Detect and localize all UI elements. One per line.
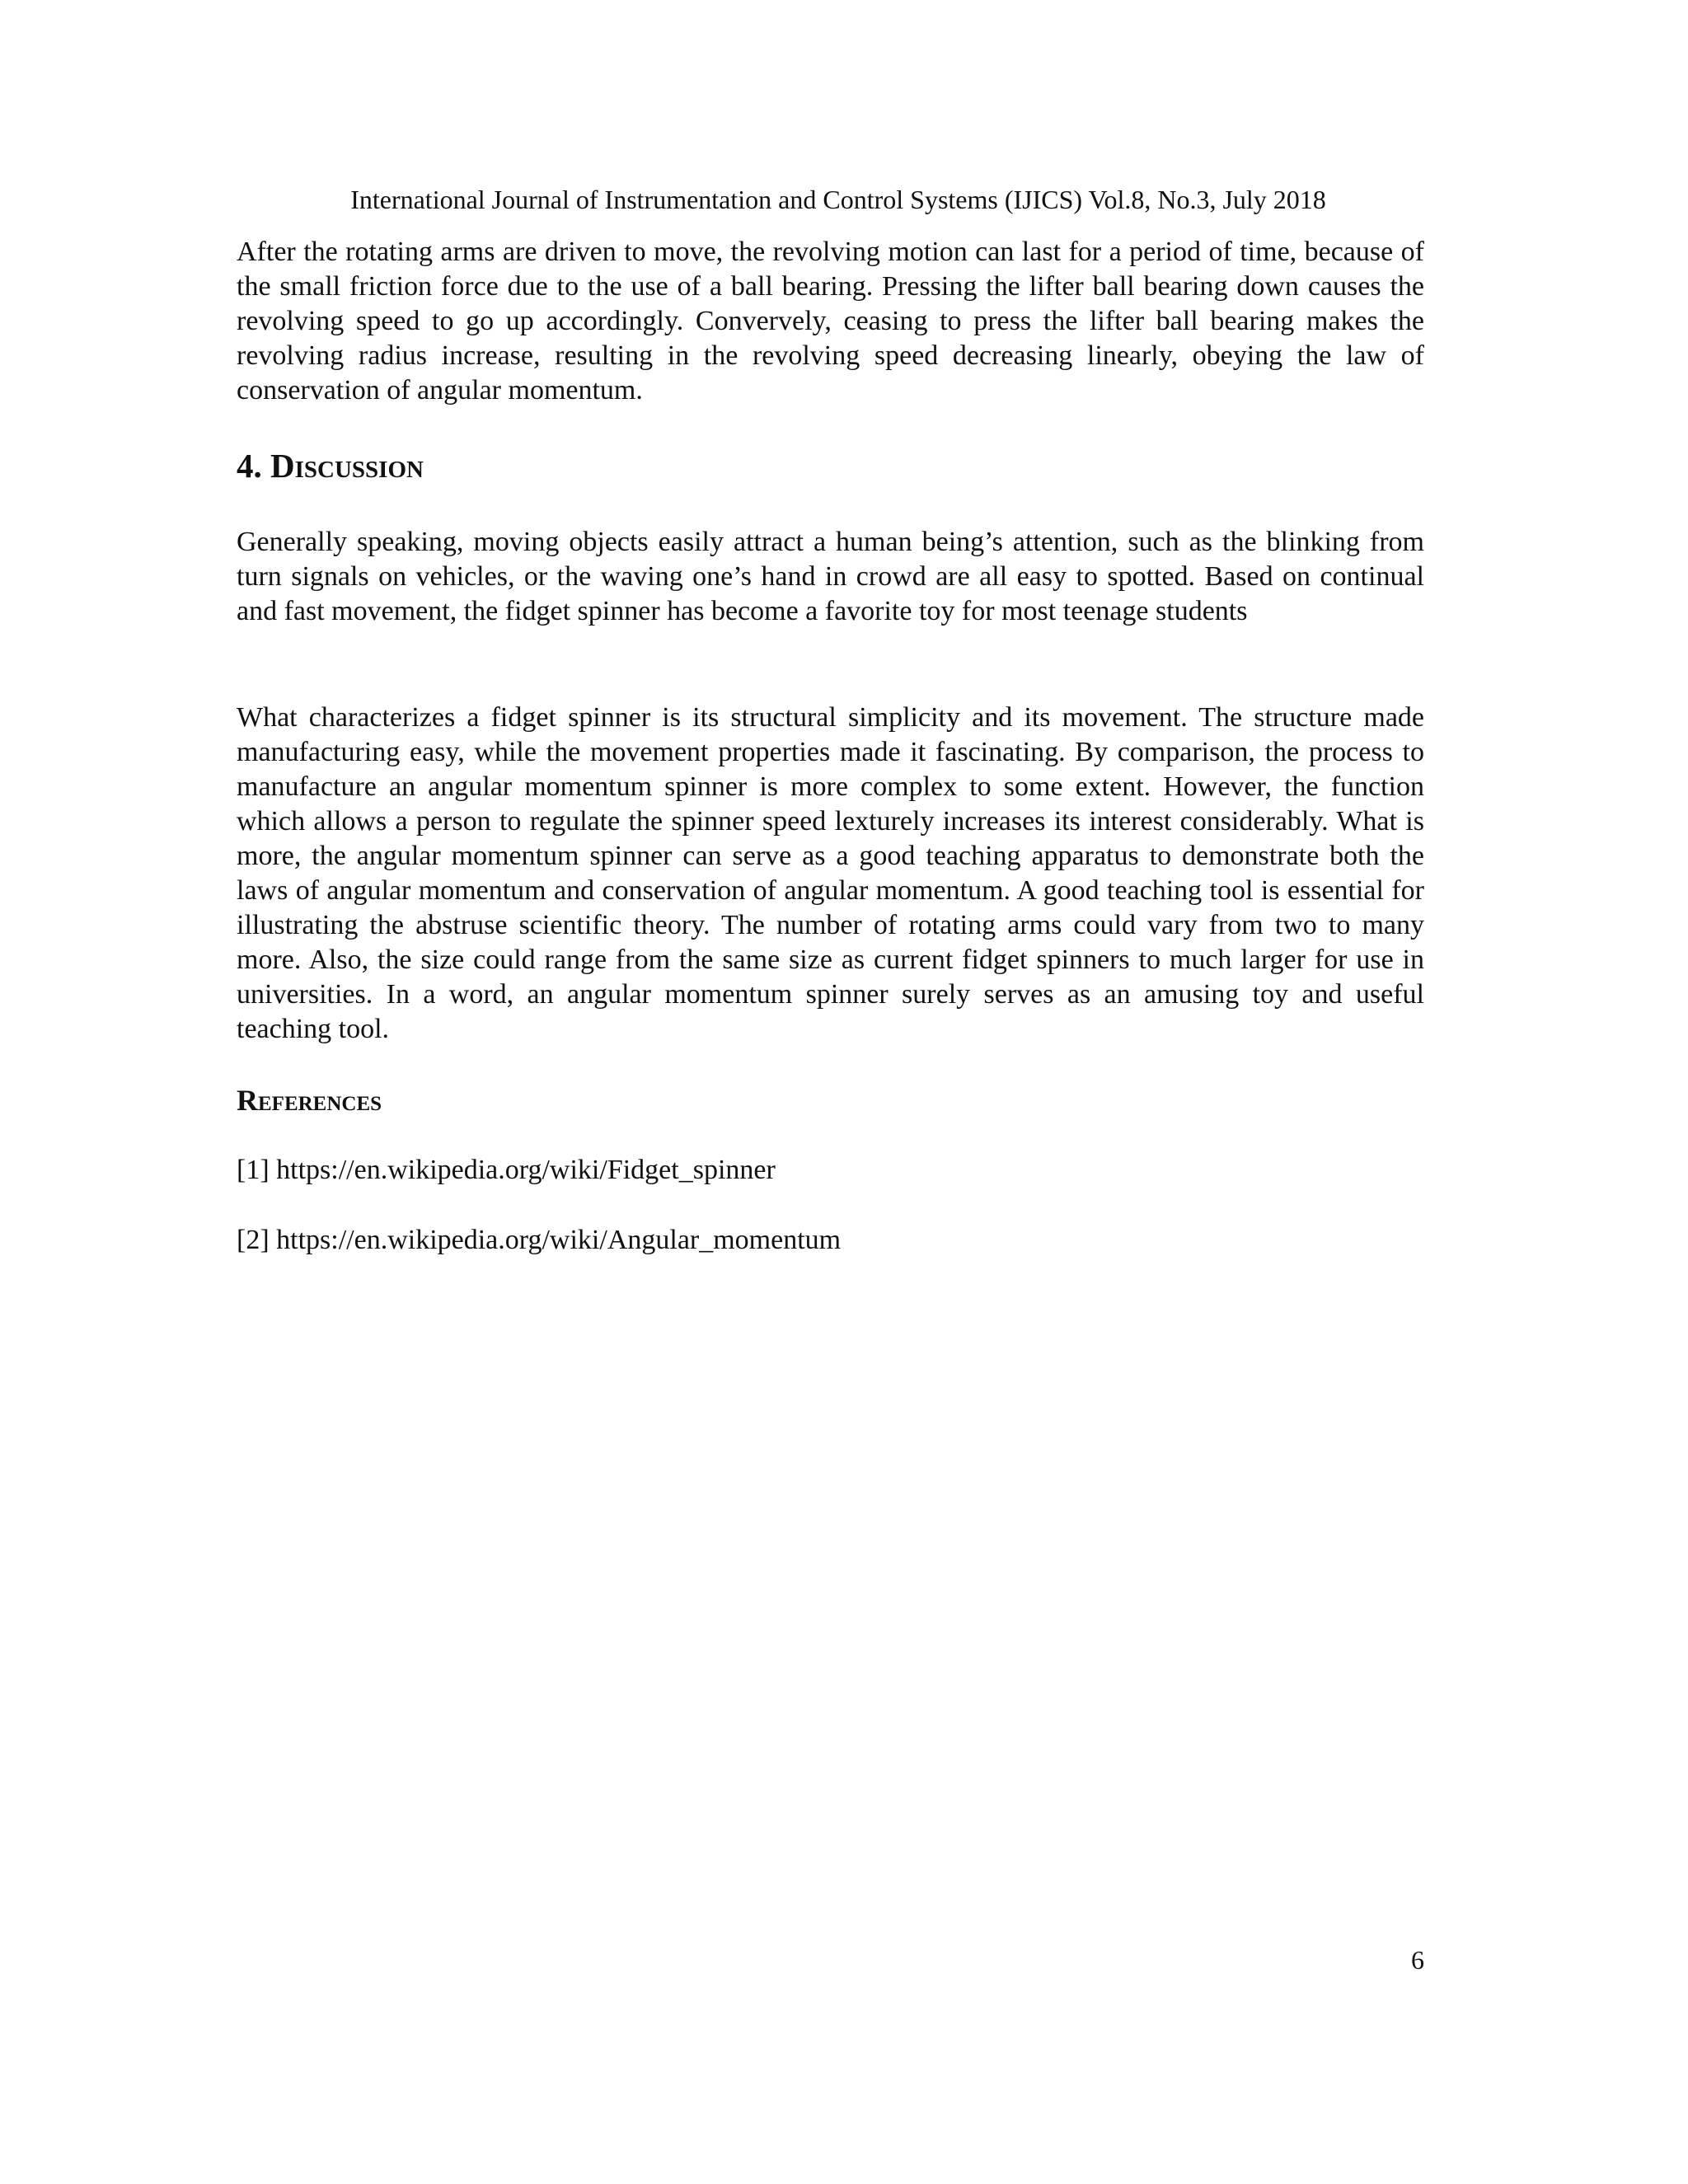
reference-item: [2] https://en.wikipedia.org/wiki/Angular_momentum <box>237 1225 842 1255</box>
body-paragraph: What characterizes a fidget spinner is its structural simplicity and its movement. The structure made manufacturing easy, while the movement properties made it fascinating. By comparison, the process to manufacture an angular momentum spinner is more complex to some extent. However, the function which allows a person to regulate the spinner speed lexturely increases its interest considerably. What is more, the angular momentum spinner can serve as a good teaching apparatus to demonstrate both the laws of angular momentum and conservation of angular momentum. A good teaching tool is essential for illustrating the abstruse scientific theory. The number of rotating arms could vary from two to many more. Also, the size could range from the same size as current fidget spinners to much larger for use in universities. In a word, an angular momentum spinner surely serves as an amusing toy and useful teaching tool. <box>237 702 1424 1044</box>
section-heading-discussion: 4. Discussion <box>237 447 424 485</box>
reference-item: [1] https://en.wikipedia.org/wiki/Fidget_spinner <box>237 1155 776 1185</box>
running-header <box>0 183 1688 216</box>
body-paragraph: Generally speaking, moving objects easily attract a human being’s attention, such as the blinking from turn signals on vehicles, or the waving one’s hand in crowd are all easy to spotted. Based on continual and fast movement, the fidget spinner has become a favorite toy for most teenage students <box>237 527 1424 626</box>
page-number: 6 <box>1411 1945 1424 1975</box>
body-paragraph: After the rotating arms are driven to move, the revolving motion can last for a period of time, because of the small friction force due to the use of a ball bearing. Pressing the lifter ball bearing down causes the revolving speed to go up accordingly. Convervely, ceasing to press the lifter ball bearing makes the revolving radius increase, resulting in the revolving speed decreasing linearly, obeying the law of conservation of angular momentum. <box>237 237 1424 405</box>
section-heading-references: References <box>237 1084 382 1117</box>
journal-title: International Journal of Instrumentation and Control Systems (IJICS) Vol.8, No.3, July 2018 <box>350 185 1326 214</box>
